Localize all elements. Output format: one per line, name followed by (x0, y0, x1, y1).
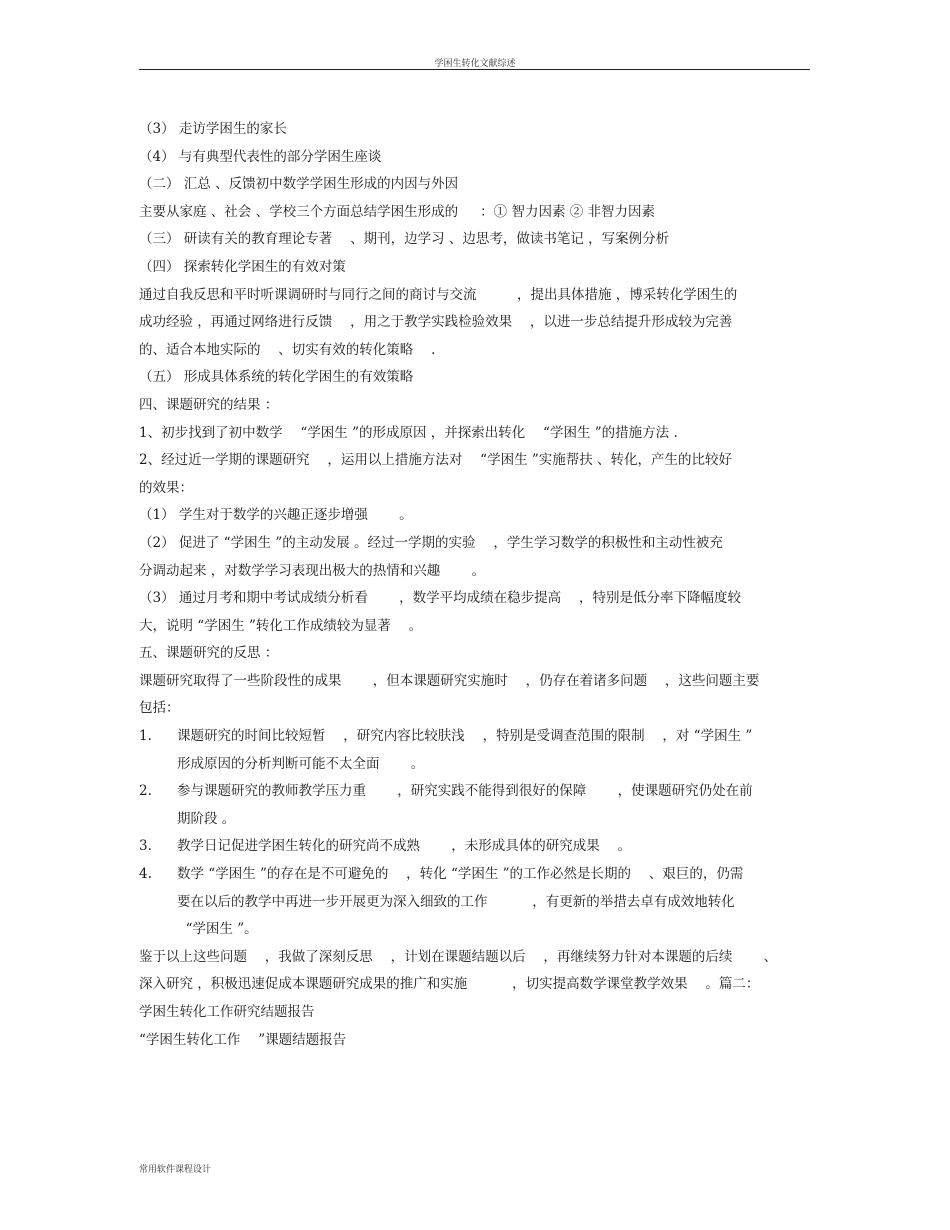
report-title: “学困生转化工作 ”课题结题报告 (139, 1031, 347, 1048)
paragraph-line: 鉴于以上这些问题 ，我做了深刻反思 ，计划在课题结题以后 ，再继续努力针对本课题的后续 、 (139, 948, 778, 965)
paragraph-line: 学困生转化工作研究结题报告 (139, 1004, 315, 1020)
item-line: “学困生 ”。 (177, 921, 258, 938)
paragraph-line: 的效果： (139, 479, 193, 496)
section-heading: （二） 汇总 、反馈初中数学学困生形成的内因与外因 (139, 176, 459, 193)
item-line: 数学 “学困生 ”的存在是不可避免的 ，转化 “学困生 ”的工作必然是长期的 、艰巨的，仍需 (177, 866, 744, 883)
item-line: 课题研究的时间比较短暂 ，研究内容比较肤浅 ，特别是受调查范围的限制 ，对 “学困生 ” (177, 728, 753, 745)
item-number: 1. (139, 728, 152, 745)
paragraph-line: 的、适合本地实际的 、切实有效的转化策略 . (139, 341, 436, 358)
item-line: 参与课题研究的教师教学压力重 ，研究实践不能得到很好的保障 ，使课题研究仍处在前 (177, 783, 753, 800)
section-heading: 四、课题研究的结果 ： (139, 396, 279, 413)
section-heading: （四） 探索转化学困生的有效对策 (139, 258, 346, 275)
paragraph-line: （3） 通过月考和期中考试成绩分析看 ，数学平均成绩在稳步提高 ，特别是低分率下降幅度较 (139, 590, 741, 607)
section-heading: （三） 研读有关的教育理论专著 、期刊，边学习 、边思考，做读书笔记 ，写案例分析 (139, 231, 670, 248)
item-number: 3. (139, 838, 152, 855)
item-line: 要在以后的教学中再进一步开展更为深入细致的工作 ，有更新的举措去卓有成效地转化 (177, 893, 735, 910)
paragraph: 主要从家庭 、社会 、学校三个方面总结学困生形成的 ：① 智力因素 ② 非智力因素 (139, 203, 656, 220)
paragraph-line: 2、经过近一学期的课题研究 ，运用以上措施方法对 “学困生 ”实施帮扶 、转化，产生的比较好 (139, 452, 733, 469)
page-footer: 常用软件课程设计 (139, 1165, 212, 1175)
paragraph-line: 成功经验 ，再通过网络进行反馈 ，用之于教学实践检验效果 ，以进一步总结提升形成较为完善 (139, 314, 733, 331)
paragraph-line: 大，说明 “学困生 ”转化工作成绩较为显著 。 (139, 617, 423, 634)
paragraph: （1） 学生对于数学的兴趣正逐步增强 。 (139, 507, 413, 524)
section-heading: 五、课题研究的反思 ： (139, 645, 279, 662)
paragraph: （3） 走访学困生的家长 (139, 121, 287, 137)
numbered-item (139, 833, 810, 861)
paragraph-line: 包括： (139, 700, 180, 717)
header-divider (139, 69, 810, 70)
item-line: 形成原因的分析判断可能不太全面 。 (177, 755, 425, 772)
paragraph-line: （2） 促进了 “学困生 ”的主动发展 。经过一学期的实验 ，学生学习数学的积极性和主动性被充 (139, 534, 723, 551)
paragraph-line: 分调动起来 ，对数学学习表现出极大的热情和兴趣 。 (139, 562, 486, 579)
item-number: 2. (139, 783, 152, 800)
item-line: 教学日记促进学困生转化的研究尚不成熟 ，未形成具体的研究成果 。 (177, 838, 632, 855)
paragraph-line: 深入研究 ，积极迅速促成本课题研究成果的推广和实施 ，切实提高数学课堂教学效果 。篇二： (139, 976, 760, 993)
item-number: 4. (139, 866, 152, 883)
document-body (139, 116, 810, 1054)
paragraph: 1、初步找到了初中数学 “学困生 ”的形成原因 ，并探索出转化 “学困生 ”的措施方法 . (139, 424, 678, 441)
page-header-title: 学困生转化文献综述 (434, 59, 516, 69)
numbered-item (139, 861, 810, 944)
item-line: 期阶段 。 (177, 810, 236, 827)
numbered-item (139, 778, 810, 833)
numbered-item (139, 723, 810, 778)
section-heading: （五） 形成具体系统的转化学困生的有效策略 (139, 369, 414, 386)
paragraph: （4） 与有典型代表性的部分学困生座谈 (139, 148, 382, 165)
paragraph-line: 课题研究取得了一些阶段性的成果 ，但本课题研究实施时 ，仍存在着诸多问题 ，这些问题主要 (139, 672, 760, 689)
paragraph-line: 通过自我反思和平时听课调研时与同行之间的商讨与交流 ，提出具体措施 ，博采转化学困生的 (139, 286, 738, 303)
